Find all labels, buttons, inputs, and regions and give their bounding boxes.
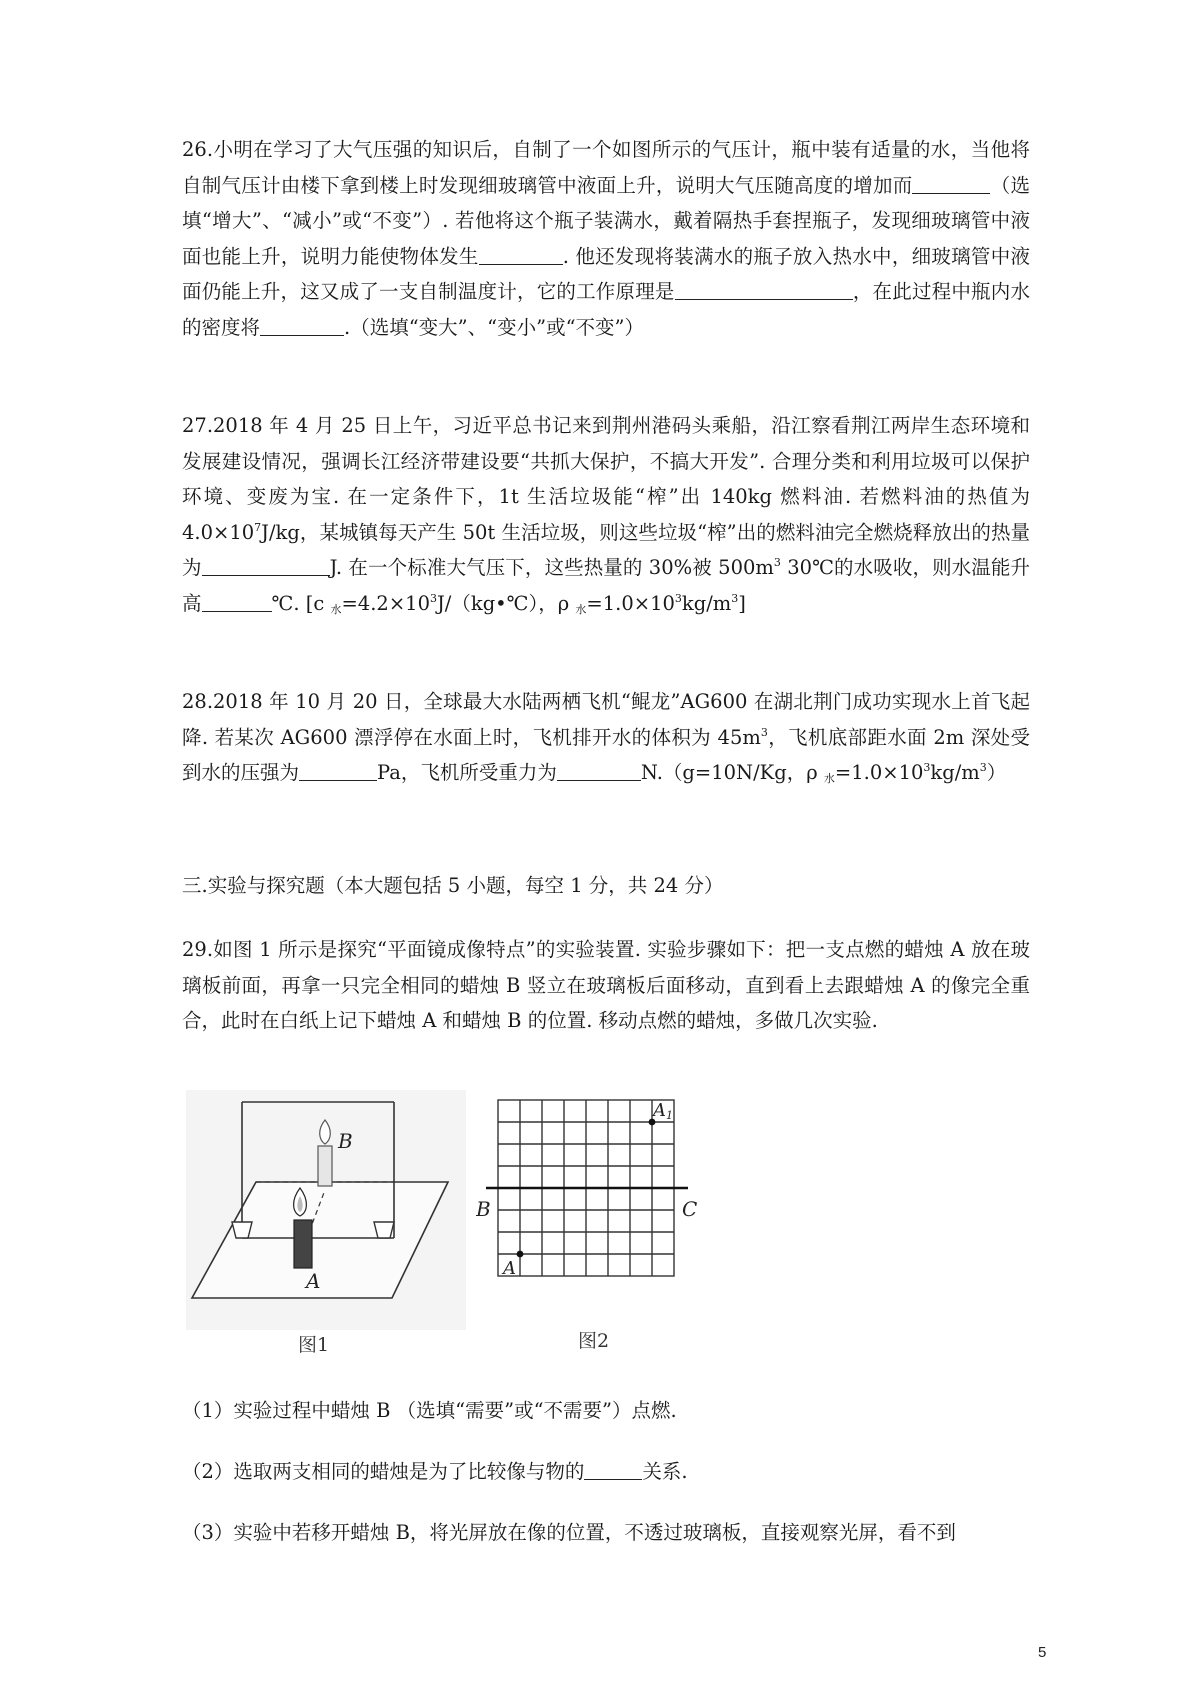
figure-1-apparatus bbox=[186, 1090, 466, 1330]
page-number: 5 bbox=[1038, 1644, 1047, 1661]
label-c: C bbox=[682, 1197, 698, 1221]
sub-question-2: （2）选取两支相同的蜡烛是为了比较像与物的 关系. bbox=[182, 1460, 688, 1483]
label-b: B bbox=[338, 1129, 353, 1153]
sub-question-1: （1）实验过程中蜡烛 B （选填“需要”或“不需要”）点燃. bbox=[182, 1399, 677, 1422]
label-b: B bbox=[476, 1197, 491, 1221]
answer-blank[interactable] bbox=[299, 760, 377, 781]
figure-2-caption: 图2 bbox=[578, 1330, 610, 1352]
point-a bbox=[517, 1251, 524, 1258]
label-a: A bbox=[503, 1258, 516, 1279]
answer-blank[interactable] bbox=[912, 172, 990, 193]
section-heading: 三.实验与探究题（本大题包括 5 小题，每空 1 分，共 24 分） bbox=[182, 874, 724, 897]
question-26: 26.小明在学习了大气压强的知识后，自制了一个如图所示的气压计，瓶中装有适量的水，当他将自制气压计由楼下拿到楼上时发现细玻璃管中液面上升，说明大气压随高度的增加而 （选填“增大”、“减小”或“不变”）. 若他将这个瓶子装满水，戴着隔热手套捏瓶子，发现细玻璃管中液面也能上升，说明力能使物体发生 . 他还发现将装满水的瓶子放入热水中，细玻璃管中液面仍能上升，这又成了一支自制温度计，它的工作原理是 ，在此过程中瓶内水的密度将 .（选填“变大”、“变小”或“不变”） bbox=[182, 138, 1030, 339]
figure-2-grid bbox=[476, 1098, 726, 1298]
sub-question-3: （3）实验中若移开蜡烛 B，将光屏放在像的位置，不透过玻璃板，直接观察光屏，看不到 bbox=[182, 1521, 956, 1544]
answer-blank[interactable] bbox=[557, 760, 641, 781]
label-a1: A1 bbox=[653, 1100, 673, 1122]
figure-1-caption: 图1 bbox=[298, 1334, 330, 1356]
question-29: 29.如图 1 所示是探究“平面镜成像特点”的实验装置. 实验步骤如下：把一支点燃的蜡烛 A 放在玻璃板前面，再拿一只完全相同的蜡烛 B 竖立在玻璃板后面移动，直到看上去跟蜡烛 A 的像完全重合，此时在白纸上记下蜡烛 A 和蜡烛 B 的位置. 移动点燃的蜡烛，多做几次实验. bbox=[182, 938, 1030, 1033]
question-27: 27.2018 年 4 月 25 日上午，习近平总书记来到荆州港码头乘船，沿江察看荆江两岸生态环境和发展建设情况，强调长江经济带建设要“共抓大保护，不搞大开发”. 合理分类和利用垃圾可以保护环境、变废为宝. 在一定条件下，1t 生活垃圾能“榨”出 140kg 燃料油. 若燃料油的热值为 $4.0\times 10^7J/kg$，某城镇每天产生 50t 生活垃圾，则这些垃圾“榨”出的燃料油完全燃烧释放出的热量为 J. 在一个标准大气压下，这些热量的 30%被 $500m^3$ 30℃的水吸收，则水温能升高 ℃. [c $_水=4.2\times 10^3J/(kg•℃)$，ρ $_水=1.0\times 10^3kg/m^3$] bbox=[182, 414, 1030, 616]
answer-blank[interactable] bbox=[260, 315, 344, 336]
question-28: 28.2018 年 10 月 20 日，全球最大水陆两栖飞机“鲲龙”AG600 在湖北荆门成功实现水上首飞起降. 若某次 AG600 漂浮停在水面上时，飞机排开水的体积为 $45m^3$，飞机底部距水面 2m 深处受到水的压强为 Pa，飞机所受重力为 N.（g=10N/Kg，ρ $_水=1.0\times 10^3kg/m^3$） bbox=[182, 690, 1030, 786]
answer-blank[interactable] bbox=[479, 243, 563, 264]
answer-blank[interactable] bbox=[675, 279, 853, 300]
figures bbox=[186, 1090, 726, 1380]
answer-blank[interactable] bbox=[584, 1459, 642, 1480]
label-a: A bbox=[306, 1269, 321, 1293]
answer-blank[interactable] bbox=[202, 591, 272, 612]
answer-blank[interactable] bbox=[202, 555, 330, 576]
